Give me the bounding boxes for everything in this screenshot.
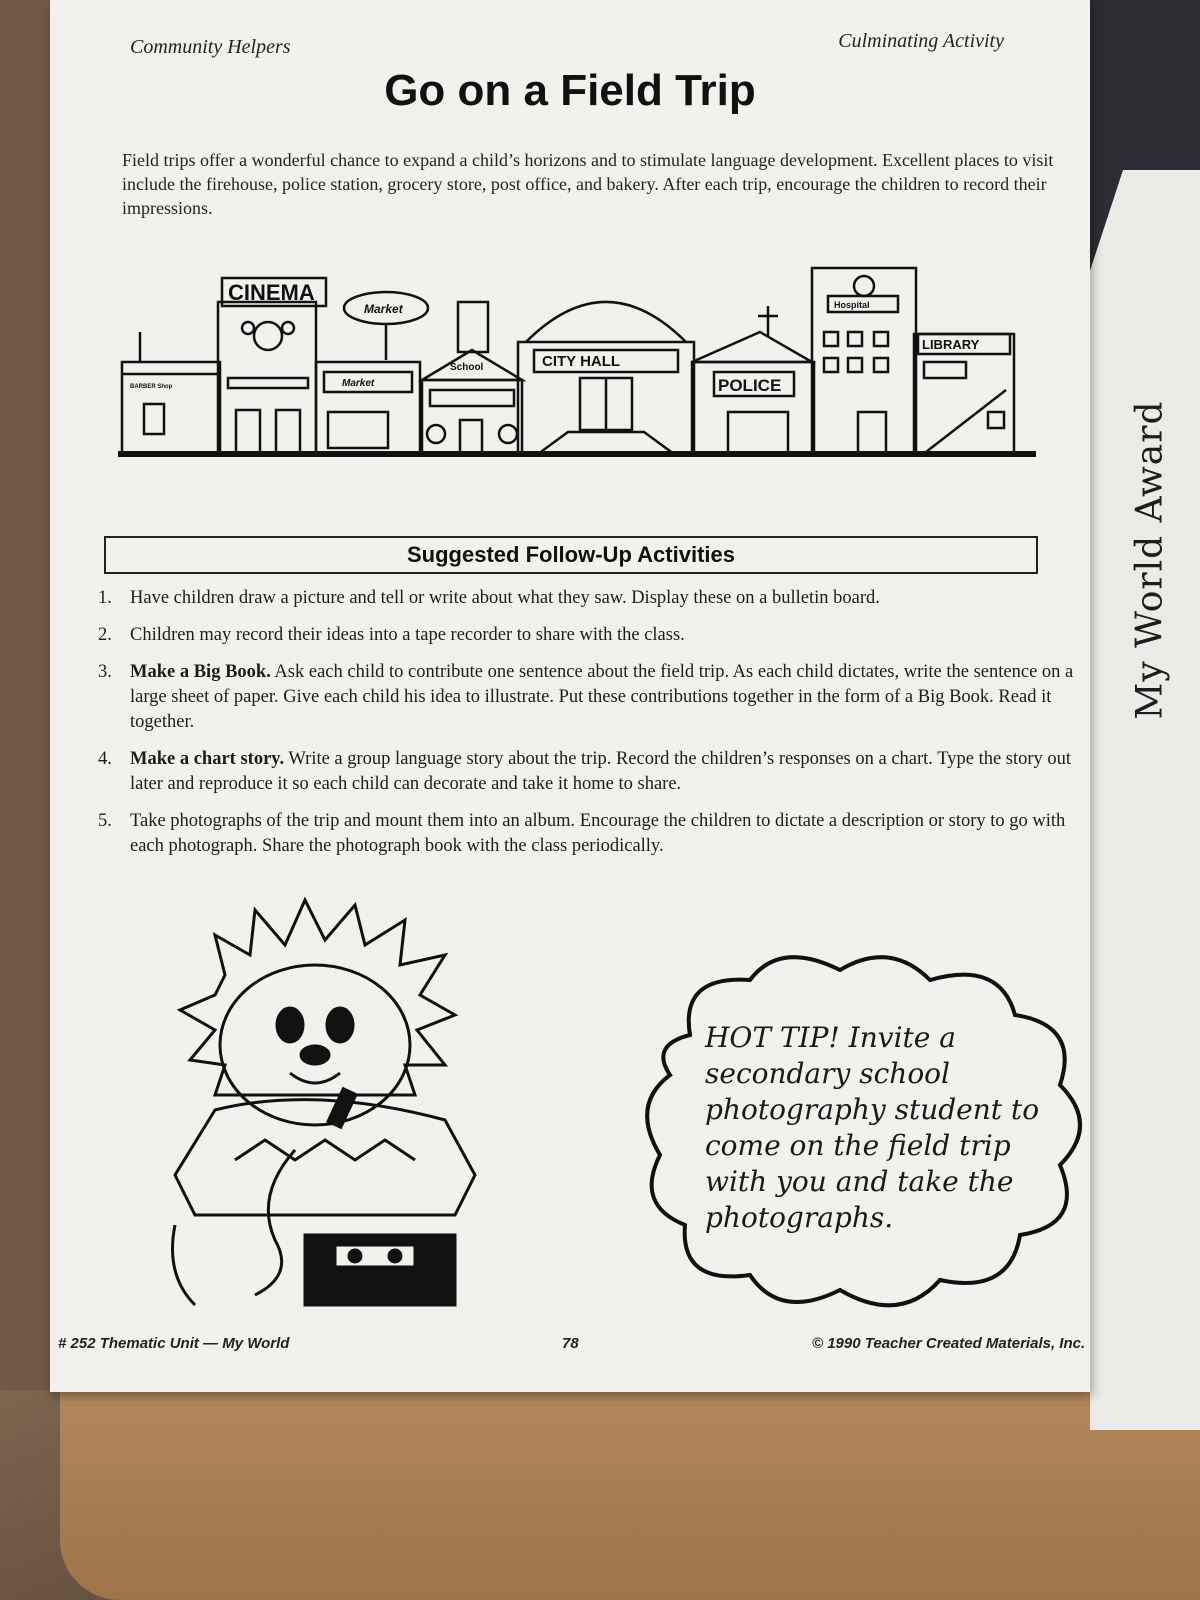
list-item: 3. Make a Big Book. Ask each child to contribute one sentence about the field trip. As each child dictates, write the sentence on a large sheet of paper. Give each child his idea to illustrate. Put these contributions together in the form of a Big Book. Read it together. — [98, 662, 1074, 732]
hospital-sign: Hospital — [834, 300, 870, 310]
intro-paragraph: Field trips offer a wonderful chance to expand a child’s horizons and to stimulate language development. Excellent places to visit include the firehouse, police station, grocery store, post office, and bakery. After each trip, encourage the children to record their impressions. — [122, 150, 1054, 218]
school-sign: School — [450, 362, 484, 373]
library-sign: LIBRARY — [922, 337, 980, 352]
list-item: 2. Children may record their ideas into a tape recorder to share with the class. — [98, 625, 685, 645]
page-number: 78 — [562, 1335, 579, 1352]
barber-sign: BARBER Shop — [130, 384, 173, 390]
footer-copyright: © 1990 Teacher Created Materials, Inc. — [812, 1335, 1086, 1352]
hot-tip-label: HOT TIP! — [705, 1021, 840, 1054]
list-item: 1. Have children draw a picture and tell or write about what they saw. Display these on a bulletin board. — [98, 588, 880, 608]
city-hall-sign: CITY HALL — [542, 353, 621, 370]
market-sign: Market — [364, 302, 403, 316]
market-awning-sign: Market — [342, 378, 375, 389]
town-illustration — [118, 262, 1036, 468]
list-item: 5. Take photographs of the trip and mount them into an album. Encourage the children to dictate a description or story to go with each photograph. Share the photograph book with the class periodically. — [98, 811, 1066, 856]
award-page — [1090, 170, 1200, 1430]
hot-tip-text: HOT TIP! Invite a secondary school photography student to come on the field trip with you and take the photographs. — [705, 1021, 1040, 1234]
activity-type-header: Culminating Activity — [838, 30, 1004, 52]
activities-list — [86, 586, 1086, 871]
my-world-award-text: My World Award — [1129, 400, 1171, 720]
footer-unit: # 252 Thematic Unit — My World — [58, 1335, 290, 1352]
activities-heading: Suggested Follow-Up Activities — [104, 536, 1038, 574]
section-header: Community Helpers — [130, 36, 291, 58]
book-page — [50, 0, 1090, 1392]
police-sign: POLICE — [718, 376, 782, 395]
cinema-sign: CINEMA — [228, 280, 315, 305]
page-title: Go on a Field Trip — [384, 66, 756, 115]
list-item: 4. Make a chart story. Write a group language story about the trip. Record the children’s responses on a chart. Type the story out later and reproduce it so each child can decorate and take it home to share. — [98, 749, 1072, 794]
table-surface — [60, 1370, 1200, 1600]
child-with-tape-recorder-illustration — [155, 895, 505, 1325]
